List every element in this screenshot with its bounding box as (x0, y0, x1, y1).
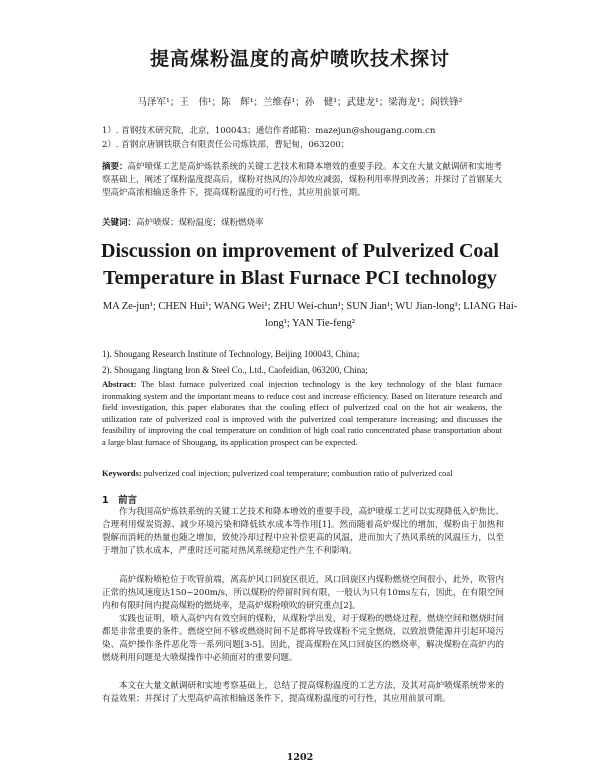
body-paragraph-3: 实践也证明，喷入高炉内有效空间的煤粉，从煤粉学出发，对于煤粉的燃烧过程，燃烧空间和燃烧时间都是非常重要的条件。燃烧空间不够或燃烧时间不足都将导致煤粉不完全燃烧，以致浪费能源并引起环境污染、高炉操作条件恶化等一系列问题[3-5]。因此，提高煤粉在风口回旋区的燃烧率，解决煤粉在高炉内的燃烧利用问题是大喷煤操作中必须面对的重要问题。 (102, 614, 504, 663)
body-paragraph-4: 本文在大量文献调研和实地考察基础上，总结了提高煤粉温度的工艺方法，及其对高炉喷煤系统带来的有益效果；并探讨了大型高炉高浓相输送条件下，提高煤粉温度的可行性，其应用前景可期。 (102, 681, 504, 704)
chinese-keywords (102, 217, 502, 230)
english-abstract-text: The blast furnace pulverized coal injection technology is the key technology of the blast furnace ironmaking system and the important means to reduce cost and increase efficiency. Based on literature research and field investigation, this paper elaborates that the cooling effect of pulverized coal on the hot air weakens, the utilization rate of pulverized coal is improved with the pulverized coal temperature increasing; and discusses the feasibility of improving the coal temperature on condition of high coal ratio concentrated phase transportation about a large blast furnace of Shougang, its application prospect can be expected. (102, 379, 502, 447)
chinese-affiliation-2: 2）. 首钢京唐钢铁联合有限责任公司炼铁部，曹妃甸，063200； (102, 140, 350, 150)
chinese-abstract-label: 摘要： (102, 162, 128, 172)
english-affiliation-2: 2). Shougang Jingtang Iron & Steel Co., Ltd., Caofeidian, 063200, China; (102, 365, 368, 375)
english-abstract-label: Abstract: (102, 379, 137, 389)
english-keywords-text: pulverized coal injection; pulverized coal temperature; combustion ratio of pulverized coal (141, 468, 453, 478)
english-authors: MA Ze-jun¹; CHEN Hui¹; WANG Wei¹; ZHU Wei-chun¹; SUN Jian¹; WU Jian-long¹; LIANG Hai-long¹; YAN Tie-feng² (102, 301, 518, 329)
english-affiliation-1: 1). Shougang Research Institute of Technology, Beijing 100043, China; (102, 349, 360, 359)
english-keywords-label: Keywords: (102, 468, 142, 478)
chinese-keywords-text: 高炉喷煤；煤粉温度；煤粉燃烧率 (136, 218, 264, 228)
page-number: 1202 (286, 752, 314, 763)
chinese-title: 提高煤粉温度的高炉喷吹技术探讨 (149, 48, 450, 70)
chinese-abstract (102, 161, 502, 200)
english-keywords (102, 468, 512, 479)
chinese-abstract-text: 高炉喷煤工艺是高炉炼铁系统的关键工艺技术和降本增效的重要手段。本文在大量文献调研和实地考察基础上，阐述了煤粉温度提高后，煤粉对热风的冷却效应减弱，煤粉利用率得到改善；并探讨了首钢某大型高炉高浓相输送条件下，提高煤粉温度的可行性，其应用前景可期。 (102, 162, 502, 198)
english-abstract (102, 379, 502, 448)
body-paragraph-1: 作为我国高炉炼铁系统的关键工艺技术和降本增效的重要手段，高炉喷煤工艺可以实现降低入炉焦比、合理利用煤炭资源、减少环境污染和降低铁水成本等作用[1]。然而随着高炉煤比的增加，煤粉由于加热和裂解而消耗的热量也随之增加，致使冷却过程中应补偿更高的风温，进而加大了热风系统的风温压力，以至于增加了铁水成本，严重时还可能对热风系统稳定性产生不利影响。 (102, 507, 504, 556)
chinese-authors: 马泽军¹；王 伟¹；陈 辉¹；兰维春¹；孙 健¹；武建龙¹；梁海龙¹；阎铁锋² (137, 97, 463, 108)
section-heading-introduction: 1 前言 (102, 495, 138, 506)
chinese-affiliation-1: 1）. 首钢技术研究院，北京，100043；通信作者邮箱：mazejun@shougang.com.cn (102, 126, 436, 136)
chinese-keywords-label: 关键词： (102, 218, 137, 228)
body-paragraph-2: 高炉煤粉喷枪位于吹管前端，离高炉风口回旋区很近，风口回旋区内煤粉燃烧空间很小，此外，吹管内正常的热风速度达150~200m/s，所以煤粉的停留时间有限，一般认为只有10ms左右，因此，在有限空间内和有限时间内提高煤粉的燃烧率，是高炉煤粉喷吹的研究重点[2]。 (102, 575, 504, 611)
english-title: Discussion on improvement of Pulverized Coal Temperature in Blast Furnace PCI technology (101, 240, 499, 289)
